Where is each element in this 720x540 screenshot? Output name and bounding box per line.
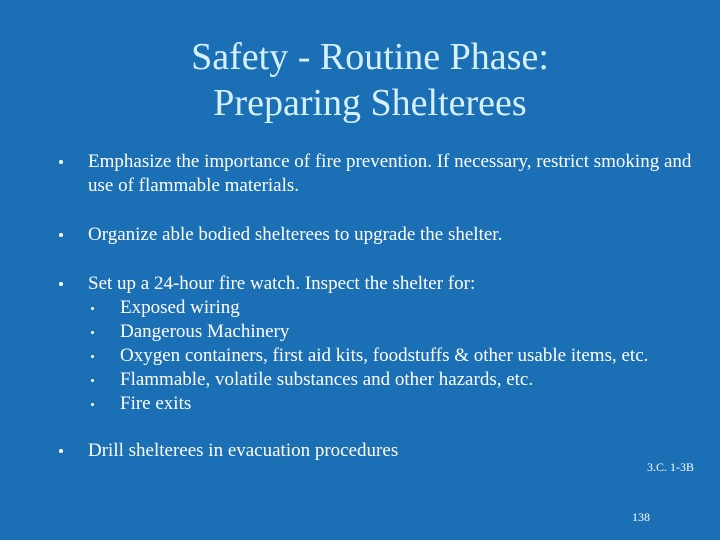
title-line-2: Preparing Shelterees [213, 82, 527, 124]
bullet-item [56, 150, 706, 198]
slide-title [0, 34, 720, 126]
bullet-icon [59, 160, 63, 164]
bullet-icon [59, 449, 63, 453]
bullet-item [56, 439, 706, 463]
title-line-1: Safety - Routine Phase: [191, 36, 549, 78]
sub-bullet-text: Fire exits [120, 393, 192, 414]
sub-bullet-text: Exposed wiring [120, 297, 240, 318]
sub-bullet-item [88, 320, 706, 344]
sub-bullet-text: Flammable, volatile substances and other hazards, etc. [120, 369, 534, 390]
bullet-text: Emphasize the importance of fire prevention. If necessary, restrict smoking and use of flammable materials. [88, 151, 692, 196]
page-number: 138 [632, 510, 650, 524]
sub-bullet-item [88, 392, 706, 416]
bullet-list [56, 150, 706, 463]
bullet-text: Drill shelterees in evacuation procedures [88, 440, 399, 461]
bullet-item [56, 272, 706, 416]
sub-bullet-icon [91, 379, 94, 382]
bullet-text: Organize able bodied shelterees to upgrade the shelter. [88, 224, 503, 245]
bullet-icon [59, 233, 63, 237]
course-reference: 3.C. 1-3B [646, 460, 694, 474]
sub-bullet-item [88, 344, 706, 368]
sub-bullet-text: Dangerous Machinery [120, 321, 290, 342]
bullet-icon [59, 282, 63, 286]
bullet-item [56, 223, 706, 247]
sub-bullet-text: Oxygen containers, first aid kits, foodstuffs & other usable items, etc. [120, 345, 649, 366]
sub-bullet-icon [91, 355, 94, 358]
bullet-text: Set up a 24-hour fire watch. Inspect the shelter for: [88, 273, 476, 294]
sub-bullet-icon [91, 331, 94, 334]
sub-bullet-icon [91, 403, 94, 406]
sub-bullet-item [88, 368, 706, 392]
sub-bullet-icon [91, 307, 94, 310]
sub-bullet-item [88, 296, 706, 320]
